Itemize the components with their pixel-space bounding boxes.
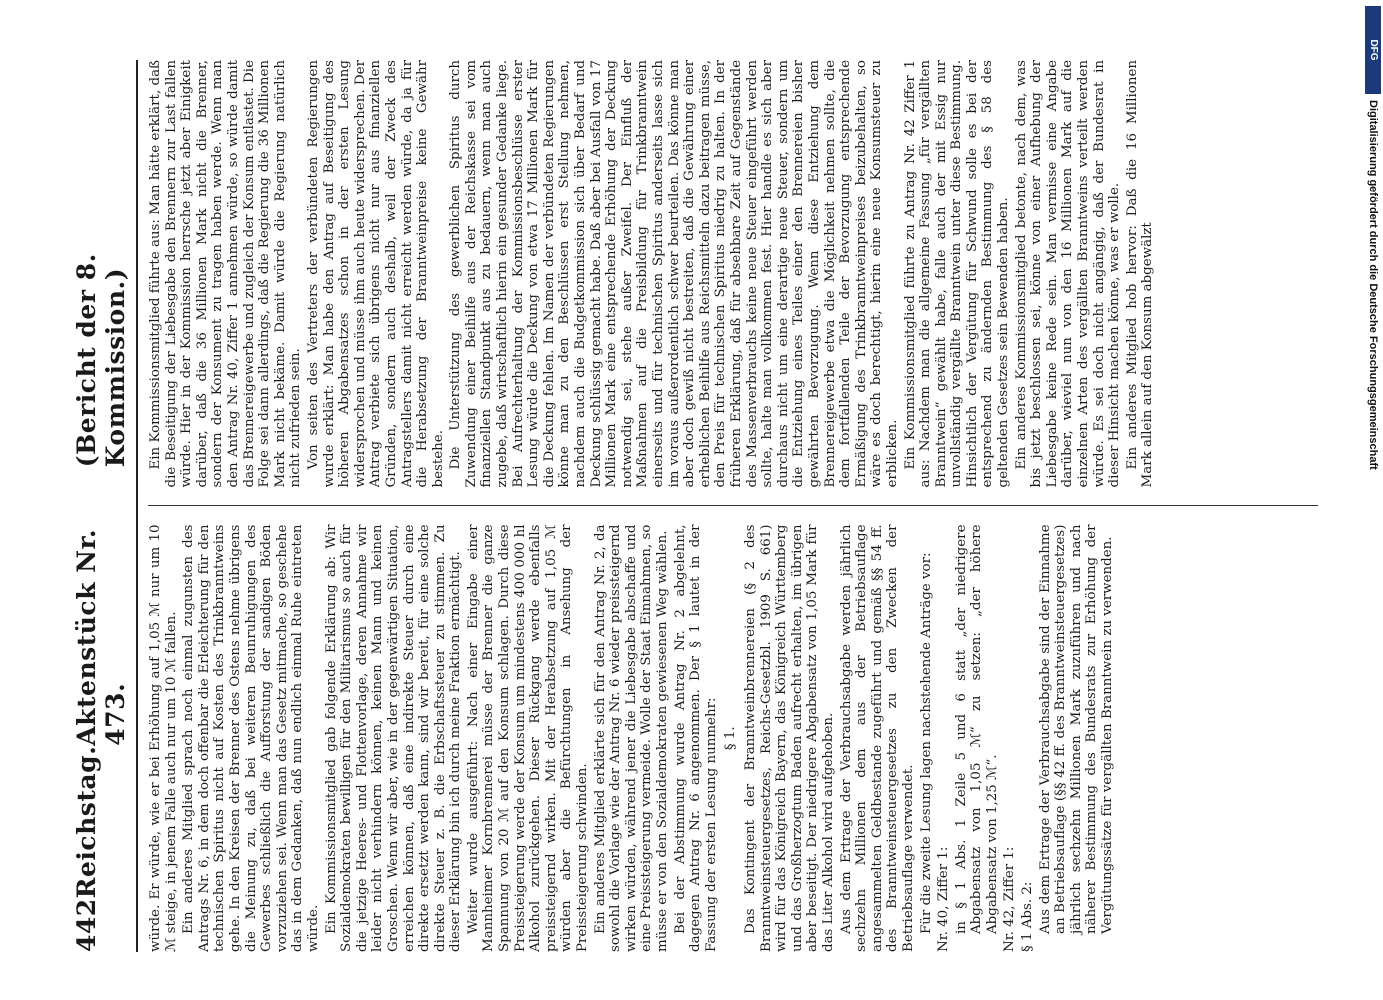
left-column	[148, 525, 1318, 953]
digitization-footer	[1361, 100, 1379, 920]
text-columns	[148, 60, 1318, 952]
paragraph: in § 1 Abs. 1 Zeile 5 und 6 statt „der niedrigere Abgabensatz von 1,05 ℳ“ zu setzen: „der höhere Abgabensatz von 1,25 ℳ“.	[953, 524, 1000, 934]
header-left-title: Reichstag.	[72, 745, 101, 899]
paragraph: Nr. 40, Ziffer 1:	[936, 846, 952, 952]
paragraph: Ein anderes Mitglied hob hervor: Daß die 16 Millionen Mark allein auf den Konsum abgewälzt	[1124, 60, 1156, 488]
paragraph: Ein Kommissionsmitglied gab folgende Erklärung ab: Wir Sozialdemokraten bewilligen für den Militarismus so auch für die jetzige Heeres- und Flottenvorlage, deren Annahme wir leider nicht verhindern können, keinen Mann und keinen Groschen. Wenn wir aber, wie in der gegenwärtigen Situation, erreichen können, daß eine indirekte Steuer durch eine direkte ersetzt werden kann, sind wir bereit, für eine solche direkte Steuer z. B. die Erbschaftssteuer zu stimmen. Zu dieser Erklärung bin ich durch meine Fraktion ermächtigt.	[323, 524, 464, 952]
header-report-title: (Bericht der 8. Kommission.)	[72, 253, 130, 468]
paragraph: Von seiten des Vertreters der verbündeten Regierungen wurde erklärt: Man habe den Antrag auf Beseitigung des höheren Abgabensatzes schon in der ersten Lesung widersprochen und müsse ihm auch heute widersprechen. Der Antrag verbiete sich übrigens nicht nur aus finanziellen Gründen, sondern auch deshalb, weil der Zweck des Antragstellers damit nicht erreicht werden würde, da ja für die Herabsetzung der Branntweinpreise keine Gewähr bestehe.	[305, 60, 446, 488]
paragraph: Ein anderes Kommissionsmitglied betonte, nach dem, was bis jetzt beschlossen sei, könne von einer Aufhebung der Liebesgabe keine Rede sein. Man vermisse eine Angabe darüber, wieviel nun von den 16 Millionen Mark auf die einzelnen Arten des vergällten Branntweins verteilt werden würde. Es sei doch nicht angängig, daß der Bundesrat in dieser Hinsicht machen könne, was er wolle.	[1013, 60, 1123, 488]
paragraph: würde. Er würde, wie er bei Erhöhung auf 1,05 ℳ nur um 10 ℳ steige, in jenem Falle auch nur um 10 ℳ fallen.	[148, 524, 179, 952]
paragraph: Ein anderes Mitglied erklärte sich für den Antrag Nr. 2, da sowohl die Vorlage wie der Antrag Nr. 6 wieder preissteigernd wirken würden, während jener die Liebesgabe abschaffe und eine Preissteigerung vermeide. Wolle der Staat Einnahmen, so müsse er von den Sozialdemokraten gewiesenen Weg wählen.	[592, 524, 670, 952]
paragraph: Ein anderes Mitglied sprach noch einmal zugunsten des Antrags Nr. 6, in dem doch offenbar die Erleichterung für den technischen Spiritus nicht auf Kosten des Trinkbranntweins gehe. In den Kreisen der Brenner des Ostens nehme übrigens die Meinung zu, daß bei weiteren Beunruhigungen des Gewerbes schließlich die Aufforstung der sandigen Böden vorzuziehen sei. Wenn man das Gesetz mitmache, so geschehe das in dem Gedanken, daß nun endlich einmal Ruhe eintreten würde.	[181, 524, 321, 952]
dfg-logo: DFG	[1365, 6, 1381, 94]
page-header	[72, 60, 138, 952]
paragraph: Ein Kommissionsmitglied führte zu Antrag Nr. 42 Ziffer 1 aus: Nachdem man die allgemeine Fassung „für vergällten Branntwein“ gewählt habe, falle auch der mit Essig nur unvollständig vergällte Branntwein unter diese Bestimmung. Hinsichtlich der Vergütung für Schwund solle es bei der entsprechend zu ändernden Bestimmung des § 58 des geltenden Gesetzes sein Bewenden haben.	[902, 60, 1012, 488]
digitization-note: Digitalisierung gefördert durch die Deutsche Forschungsgemeinschaft	[1367, 100, 1379, 470]
header-document-number: Aktenstück Nr. 473.	[72, 528, 130, 746]
right-column	[148, 60, 1318, 488]
paragraph: Das Kontingent der Branntweinbrennereien (§ 2 des Branntweinsteuergesetzes, Reichs-Gesetzbl. 1909 S. 661) wird für das Königreich Bayern, das Königreich Württemberg und das Großherzogtum Baden aufrecht erhalten, im übrigen aber beseitigt. Der niedrigere Abgabensatz von 1,05 Mark für das Liter Alkohol wird aufgehoben.	[742, 524, 836, 952]
paragraph: § 1 Abs. 2:	[1020, 881, 1036, 952]
paragraph: Aus dem Ertrage der Verbrauchsabgabe sind der Einnahme an Betriebsauflage (§§ 42 ff. des Branntweinsteuergesetzes) jährlich sechzehn Millionen Mark zuzuführen und nach näherer Bestimmung des Bundesrats zur Erhöhung der Vergütungssätze für vergällten Branntwein zu verwenden.	[1037, 524, 1116, 934]
paragraph: Ein Kommissionsmitglied führte aus: Man hätte erklärt, daß die Beseitigung der Liebesgabe den Brennern zur Last fallen würde. Hier in der Kommission herrsche jetzt aber Einigkeit darüber, daß die 36 Millionen Mark nicht die Brenner, sondern der Konsument zu tragen haben werde. Wenn man den Antrag Nr. 40, Ziffer 1 annehmen würde, so würde damit das Brennereigewerbe und zugleich der Konsum entlastet. Die Folge sei dann allerdings, daß die Regierung die 36 Millionen Mark nicht bekäme. Damit würde die Regierung natürlich nicht zufrieden sein.	[148, 60, 304, 488]
paragraph: Die Unterstützung des gewerblichen Spiritus durch Zuwendung einer Beihilfe aus der Reichskasse sei vom finanziellen Standpunkt aus zu bedauern, wenn man auch zugebe, daß wirtschaftlich hierin ein gesunder Gedanke liege. Bei Aufrechterhaltung der Kommissionsbeschlüsse erster Lesung würde die Deckung von etwa 17 Millionen Mark für die Deckung fehlen. Im Namen der verbündeten Regierungen könne man zu den Beschlüssen erst Stellung nehmen, nachdem auch die Budgetkommission sich über Bedarf und Deckung schlüssig gemacht habe. Daß aber bei Ausfall von 17 Millionen Mark eine entsprechende Erhöhung der Deckung notwendig sei, stehe außer Zweifel. Der Einfluß der Maßnahmen auf die Preisbildung für Trinkbranntwein einerseits und für technischen Spiritus anderseits lasse sich im voraus außerordentlich schwer beurteilen. Das könne man aber doch gewiß nicht bestreiten, daß die Gewährung einer erheblichen Beihilfe aus Reichsmitteln dazu beitragen müsse, den Preis für technischen Spiritus niedrig zu halten. In der früheren Erklärung, daß für absehbare Zeit auf Gegenstände des Massenverbrauchs keine neue Steuer eingeführt werden sollte, halte man vollkommen fest. Hier handle es sich aber durchaus nicht um eine derartige neue Steuer, sondern um die Entziehung eines Teiles einer den Brennereien bisher gewährten Bevorzugung. Wenn diese Entziehung dem Brennereigewerbe etwa die Möglichkeit nehmen sollte, die dem fortfallenden Teile der Bevorzugung entsprechende Ermäßigung des Trinkbranntweinpreises beizubehalten, so wäre es doch berechtigt, hierin eine neue Konsumsteuer zu erblicken.	[448, 60, 900, 488]
paragraph: Für die zweite Lesung lagen nachstehende Anträge vor:	[918, 552, 934, 934]
paragraph: Bei der Abstimmung wurde Antrag Nr. 2 abgelehnt, dagegen Antrag Nr. 6 angenommen. Der § 1 lautet in der Fassung der ersten Lesung nunmehr:	[672, 524, 719, 952]
paragraph: § 1.	[723, 726, 739, 751]
paragraph: Weiter wurde ausgeführt: Nach einer Eingabe einer Mannheimer Kornbrennerei müsse der Brenner die ganze Spannung von 20 ℳ auf den Konsum schlagen. Durch diese Preissteigerung werde der Konsum um mindestens 400 000 hl Alkohol zurückgehen. Dieser Rückgang werde ebenfalls preissteigernd wirken. Mit der Herabsetzung auf 1,05 ℳ würden aber die Befürchtungen in Ansehung der Preissteigerung schwinden.	[465, 524, 591, 952]
column-divider	[148, 506, 1318, 507]
paragraph: Nr. 42, Ziffer 1:	[1002, 846, 1018, 952]
paragraph: Aus dem Ertrage der Verbrauchsabgabe werden jährlich sechzehn Millionen dem aus der Betriebsauflage angesammelten Geldbestande zugeführt und gemäß §§ 54 ff. des Branntweinsteuergesetzes zu den Zwecken der Betriebsauflage verwendet.	[838, 524, 916, 952]
page-number: 442	[72, 898, 101, 952]
